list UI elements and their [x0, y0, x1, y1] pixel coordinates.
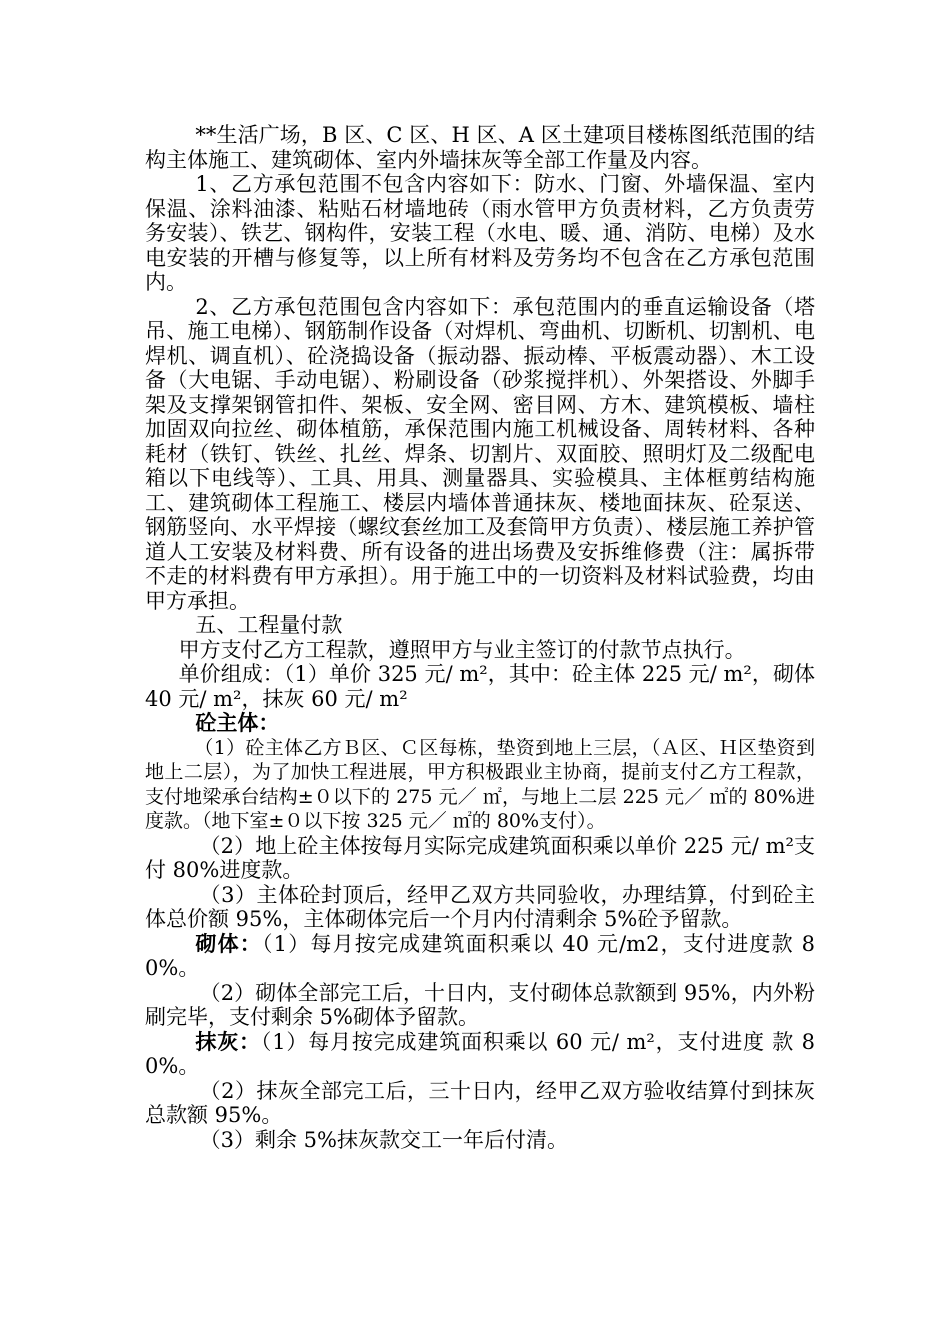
plaster-item-2: （2）抹灰全部完工后，三十日内，经甲乙双方验收结算付到抹灰总款额 95%。 [145, 1078, 815, 1127]
concrete-heading: 砼主体： [195, 710, 280, 735]
scope-included-paragraph: 2、乙方承包范围包含内容如下：承包范围内的垂直运输设备（塔吊、施工电梯）、钢筋制作设备（对焊机、弯曲机、切断机、切割机、电焊机、调直机）、砼浇捣设备（振动器、振动棒、平板震动器）、木工设备（大电锯、手动电锯）、粉刷设备（砂浆搅拌机）、外架搭设、外脚手架及支撑架钢管扣件、架板、安全网、密目网、方木、建筑模板、墙柱加固双向拉丝、砌体植筋，承保范围内施工机械设备、周转材料、各种耗材（铁钉、铁丝、扎丝、焊条、切割片、双面胶、照明灯及二级配电箱以下电线等）、工具、用具、测量器具、实验模具、主体框剪结构施工、建筑砌体工程施工、楼层内墙体普通抹灰、楼地面抹灰、砼泵送、钢筋竖向、水平焊接（螺纹套丝加工及套筒甲方负责）、楼层施工养护管道人工安装及材料费、所有设备的进出场费及安拆维修费（注：属拆带不走的材料费有甲方承担）。用于施工中的一切资料及材料试验费，均由甲方承担。 [145, 294, 815, 613]
section-heading: 五、工程量付款 [195, 613, 343, 637]
plaster-item-1 [145, 1030, 815, 1079]
concrete-item-3: （3）主体砼封顶后，经甲乙双方共同验收，办理结算，付到砼主体总价额 95%，主体砌体完后一个月内付清剩余 5%砼予留款。 [145, 882, 815, 931]
plaster-item-3: （3）剩余 5%抹灰款交工一年后付清。 [199, 1127, 568, 1152]
masonry-item-1 [145, 932, 815, 981]
plaster-heading: 抹灰： [195, 1028, 261, 1054]
plaster-item-1-text: （1）每月按完成建筑面积乘以 60 元/ m²，支付进度 款 80%。 [145, 1029, 816, 1078]
unit-price-paragraph: 单价组成：（1）单价 325 元/ m²，其中：砼主体 225 元/ m²，砌体 40 元/ m²，抹灰 60 元/ m² [145, 662, 815, 711]
masonry-item-1-text: （1）每月按完成建筑面积乘以 40 元/m2，支付进度款 80%。 [145, 931, 816, 980]
masonry-heading: 砌体： [195, 930, 262, 956]
concrete-item-1: （1）砼主体乙方Ｂ区、Ｃ区每栋，垫资到地上三层，（Ａ区、Ｈ区垫资到地上二层），为了加快工程进展，甲方积极跟业主协商，提前支付乙方工程款，支付地梁承台结构±０以下的 275 元／ ㎡，与地上二层 225 元／ ㎡的 80%进度款。（地下室±０以下按 325 元／ ㎡的 80%支付）。 [145, 736, 815, 832]
scope-excluded-paragraph: 1、乙方承包范围不包含内容如下：防水、门窗、外墙保温、室内保温、涂料油漆、粘贴石材墙地砖（雨水管甲方负责材料，乙方负责劳务安装）、铁艺、钢构件，安装工程（水电、暖、通、消防、电梯）及水电安装的开槽与修复等，以上所有材料及劳务均不包含在乙方承包范围内。 [145, 172, 815, 294]
document-body [145, 123, 815, 1152]
payment-basis-paragraph: 甲方支付乙方工程款，遵照甲方与业主签订的付款节点执行。 [178, 637, 746, 662]
scope-intro-paragraph: **生活广场，B 区、C 区、H 区、A 区土建项目楼栋图纸范围的结构主体施工、建筑砌体、室内外墙抹灰等全部工作量及内容。 [145, 123, 815, 172]
masonry-item-2: （2）砌体全部完工后，十日内，支付砌体总款额到 95%，内外粉刷完毕，支付剩余 5%砌体予留款。 [145, 980, 815, 1029]
concrete-item-2: （2）地上砼主体按每月实际完成建筑面积乘以单价 225 元/ m²支付 80%进度款。 [145, 833, 815, 882]
